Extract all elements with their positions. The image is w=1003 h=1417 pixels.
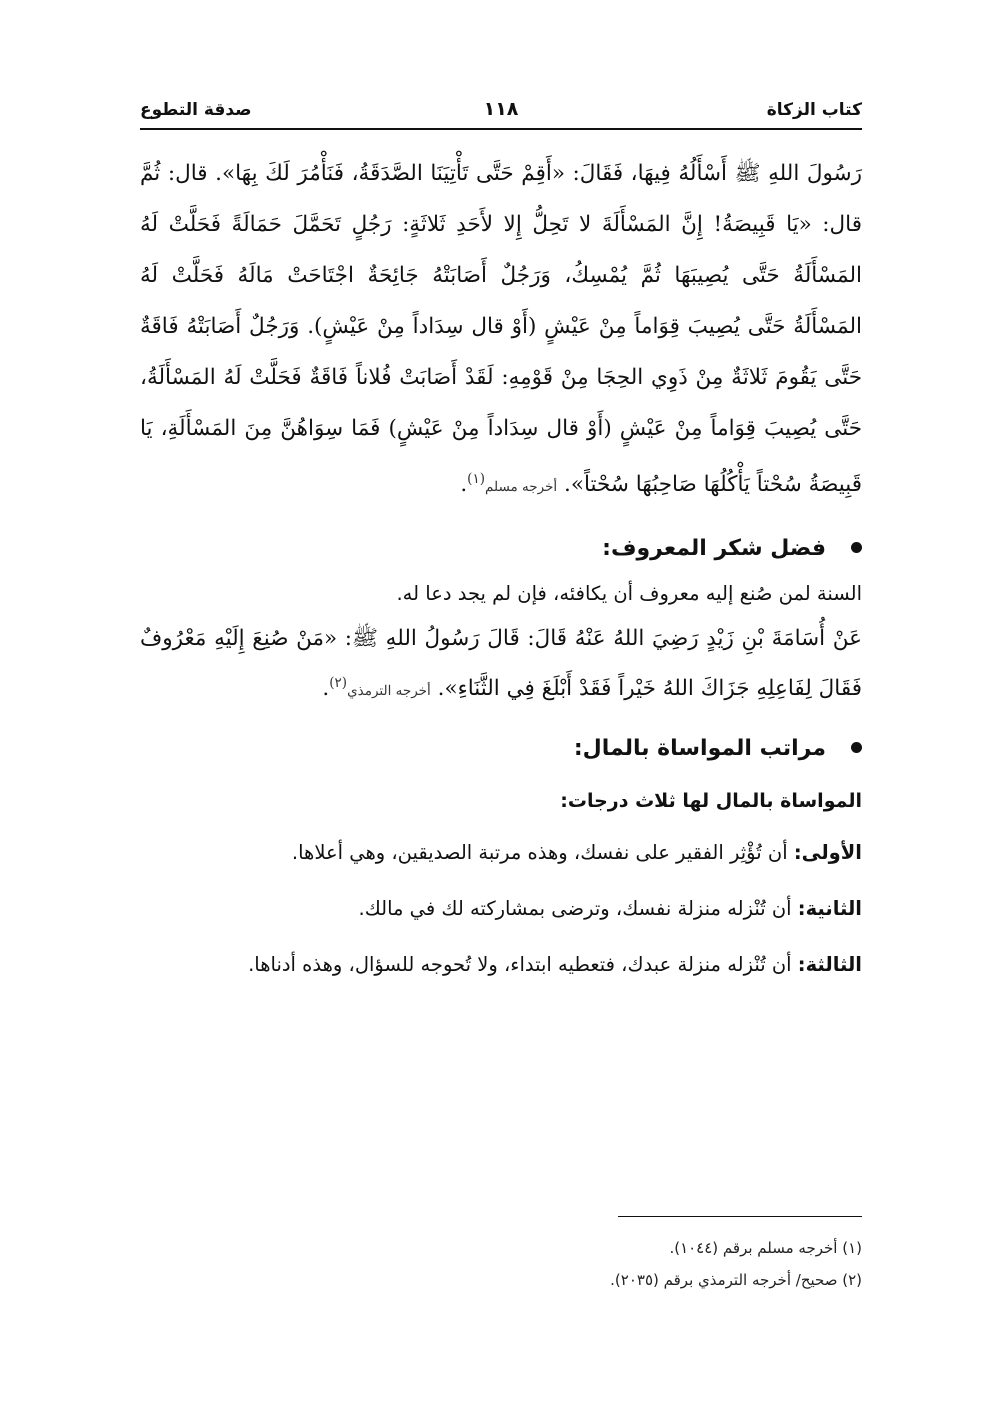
footnote-divider <box>618 1216 862 1217</box>
bullet-icon <box>851 742 862 753</box>
degree-third-label: الثالثة: <box>797 953 862 977</box>
degree-second-text: أن تُنْزله منزلة نفسك، وترضى بمشاركته لك في مالك. <box>358 897 798 921</box>
degree-first-text: أن تُؤْثِر الفقير على نفسك، وهذه مرتبة الصديقين، وهي أعلاها. <box>291 841 794 865</box>
chapter-title: صدقة التطوع <box>140 100 252 120</box>
hadith-qabisa-end: . <box>460 472 468 498</box>
section-title-gratitude: فضل شكر المعروف: <box>602 536 826 562</box>
footnote-1: (١) أخرجه مسلم برقم (١٠٤٤). <box>669 1239 862 1257</box>
footnotes <box>140 1232 862 1296</box>
bullet-icon <box>851 542 862 553</box>
hadith-usama <box>140 617 862 713</box>
running-header <box>140 96 862 136</box>
footnote-ref-2[interactable]: (٢) <box>329 675 348 692</box>
hadith-qabisa-source: أخرجه مسلم <box>485 479 558 496</box>
hadith-usama-end: . <box>322 676 330 702</box>
solace-subtitle: المواساة بالمال لها ثلاث درجات: <box>560 790 862 813</box>
page-number: ١١٨ <box>483 98 519 120</box>
section-heading-solace <box>140 727 862 771</box>
degree-second-label: الثانية: <box>797 897 862 921</box>
degree-first-label: الأولى: <box>793 841 862 865</box>
section-title-solace: مراتب المواساة بالمال: <box>573 736 826 762</box>
hadith-qabisa <box>140 148 862 513</box>
section-heading-gratitude <box>140 527 862 571</box>
hadith-usama-text: عَنْ أُسَامَةَ بْنِ زَيْدٍ رَضِيَ اللهُ عَنْهُ قَالَ: قَالَ رَسُولُ اللهِ ﷺ: «مَنْ صُنِعَ إِلَيْهِ مَعْرُوفٌ فَقَالَ لِفَاعِلِهِ جَزَاكَ اللهُ خَيْراً فَقَدْ أَبْلَغَ فِي الثَّنَاءِ». <box>140 626 862 702</box>
page-body <box>140 148 862 993</box>
gratitude-intro: السنة لمن صُنع إليه معروف أن يكافئه، فإن لم يجد دعا له. <box>396 582 862 606</box>
hadith-usama-source: أخرجه الترمذي <box>347 683 431 700</box>
degree-first <box>140 825 862 881</box>
header-divider <box>140 128 862 130</box>
hadith-qabisa-text: رَسُولَ اللهِ ﷺ أَسْأَلُهُ فِيهَا، فَقَالَ: «أَقِمْ حَتَّى تَأْتِيَنَا الصَّدَقَةُ، فَنَأْمُرَ لَكَ بِهَا». قال: ثُمَّ قال: «يَا قَبِيصَةُ! إِنَّ المَسْأَلَةَ لا تَحِلُّ إِلا لأَحَدِ ثَلاثَةٍ: رَجُلٍ تَحَمَّلَ حَمَالَةً فَحَلَّتْ لَهُ المَسْأَلَةُ حَتَّى يُصِيبَهَا ثُمَّ يُمْسِكُ، وَرَجُلٌ أَصَابَتْهُ جَائِحَةٌ اجْتَاحَتْ مَالَهُ فَحَلَّتْ لَهُ المَسْأَلَةُ حَتَّى يُصِيبَ قِوَاماً مِنْ عَيْشٍ (أَوْ قال سِدَاداً مِنْ عَيْشٍ). وَرَجُلٌ أَصَابَتْهُ فَاقَةٌ حَتَّى يَقُومَ ثَلاثَةٌ مِنْ ذَوِي الحِجَا مِنْ قَوْمِهِ: لَقَدْ أَصَابَتْ فُلاناً فَاقَةٌ فَحَلَّتْ لَهُ المَسْأَلَةُ، حَتَّى يُصِيبَ قِوَاماً مِنْ عَيْشٍ (أَوْ قال سِدَاداً مِنْ عَيْشٍ) فَمَا سِوَاهُنَّ مِنَ المَسْأَلَةِ، يَا قَبِيصَةُ سُحْتاً يَأْكُلُهَا صَاحِبُهَا سُحْتاً». <box>140 161 862 498</box>
footnote-2: (٢) صحيح/ أخرجه الترمذي برقم (٢٠٣٥). <box>610 1271 862 1289</box>
book-title: كتاب الزكاة <box>766 100 862 120</box>
degree-second <box>140 881 862 937</box>
footnote-ref-1[interactable]: (١) <box>467 471 485 487</box>
degree-third <box>140 937 862 993</box>
degree-third-text: أن تُنْزله منزلة عبدك، فتعطيه ابتداء، ولا تُحوجه للسؤال، وهذه أدناها. <box>248 953 798 977</box>
